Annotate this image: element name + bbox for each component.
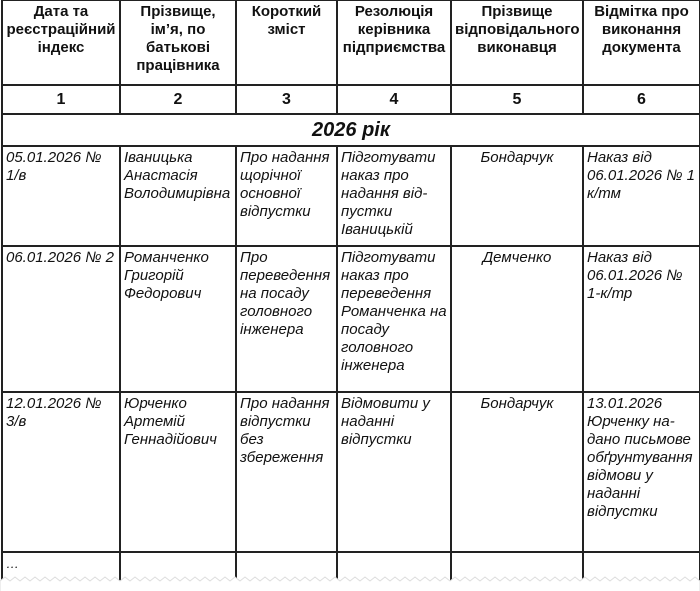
cell-executor: Бондарчук bbox=[451, 146, 583, 246]
year-label: 2026 рік bbox=[2, 114, 700, 146]
cell-execution-mark: 13.01.2026 Юрченку на-дано письмове обґрунтування відмови у наданні відпустки bbox=[583, 392, 700, 552]
cell-execution-mark: Наказ від 06.01.2026 № 1 к/тм bbox=[583, 146, 700, 246]
cell-executor: Бондарчук bbox=[451, 392, 583, 552]
column-number-row bbox=[2, 85, 700, 114]
cell-employee: Юрченко Артемій Геннадійович bbox=[120, 392, 236, 552]
column-number: 1 bbox=[2, 85, 120, 114]
cell-date-index: 05.01.2026 № 1/в bbox=[2, 146, 120, 246]
header-executor: Прізвище відповідального виконавця bbox=[451, 0, 583, 85]
column-number: 5 bbox=[451, 85, 583, 114]
column-number: 6 bbox=[583, 85, 700, 114]
cell-date-index: 06.01.2026 № 2 bbox=[2, 246, 120, 392]
torn-edge-decoration bbox=[0, 575, 700, 591]
header-summary: Короткий зміст bbox=[236, 0, 337, 85]
cell-execution-mark: Наказ від 06.01.2026 № 1-к/тр bbox=[583, 246, 700, 392]
column-number: 3 bbox=[236, 85, 337, 114]
cell-resolution: Відмовити у наданні відпустки bbox=[337, 392, 451, 552]
header-date-index: Дата та реєстраційний індекс bbox=[2, 0, 120, 85]
column-number: 4 bbox=[337, 85, 451, 114]
header-row bbox=[2, 0, 700, 85]
cell-resolution: Підготувати наказ про надання від-пустки Іваницькій bbox=[337, 146, 451, 246]
cell-employee: Романченко Григорій Федорович bbox=[120, 246, 236, 392]
cell-summary: Про надання відпустки без збереження bbox=[236, 392, 337, 552]
cell-summary: Про надання щорічної основної відпустки bbox=[236, 146, 337, 246]
header-employee: Прізвище, ім’я, по батькові працівника bbox=[120, 0, 236, 85]
table-row bbox=[2, 246, 700, 392]
header-execution-mark: Відмітка про виконання документа bbox=[583, 0, 700, 85]
cell-employee: Іваницька Анастасія Володимирівна bbox=[120, 146, 236, 246]
continuation-ellipsis: … bbox=[2, 552, 120, 591]
table-row bbox=[2, 392, 700, 552]
cell-executor: Демченко bbox=[451, 246, 583, 392]
cell-summary: Про переведення на посаду головного інженера bbox=[236, 246, 337, 392]
header-resolution: Резолюція керівника підприємства bbox=[337, 0, 451, 85]
cell-date-index: 12.01.2026 № 3/в bbox=[2, 392, 120, 552]
cell-resolution: Підготувати наказ про переведення Романченка на посаду головного інженера bbox=[337, 246, 451, 392]
table-row bbox=[2, 146, 700, 246]
year-row bbox=[2, 114, 700, 146]
journal-table bbox=[1, 0, 700, 591]
column-number: 2 bbox=[120, 85, 236, 114]
